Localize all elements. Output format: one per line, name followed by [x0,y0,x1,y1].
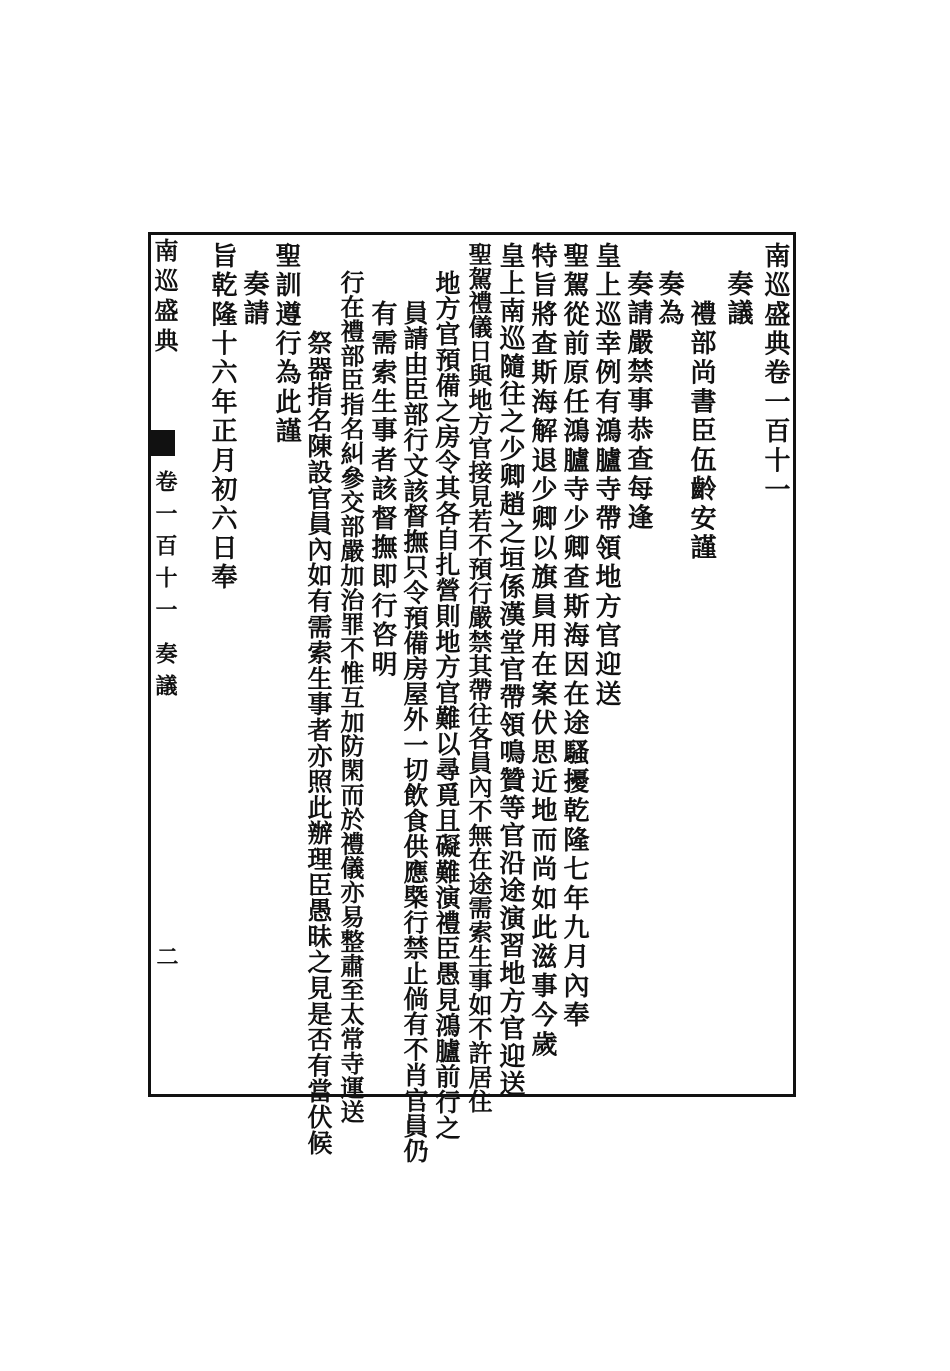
margin-volume [150,470,180,706]
page-frame-top [148,232,796,235]
text-column-16: 聖訓遵行為此謹 [271,242,301,447]
text-column-4: 奏為 [654,270,684,329]
text-column-18: 旨乾隆十六年正月初六日奉 [207,242,237,593]
text-column-15: 祭器指名陳設官員內如有需索生事者亦照此辦理臣愚昧之見是否有當伏候 [304,330,333,1156]
text-column-7: 聖駕從前原任鴻臚寺少卿查斯海因在途騷擾乾隆七年九月內奉 [559,242,589,1031]
text-column-17: 奏請 [239,270,269,329]
page-frame-right [793,232,796,1097]
text-column-3: 禮部尚書臣伍齡安謹 [686,300,716,563]
margin-section-text: 奏議 [152,642,178,706]
fish-tail-mark [151,430,175,456]
text-column-5: 奏請嚴禁事恭查每逢 [623,270,653,533]
text-column-12: 員請由臣部行文該督撫只令預備房屋外一切飲食供應槩行禁止倘有不肖官員仍 [400,300,429,1164]
text-column-13: 有需索生事者該督撫即行咨明 [367,300,397,680]
text-column-9: 皇上南巡隨往之少卿趙之垣係漢堂官帶領鳴贊等官沿途演習地方官迎送 [495,242,525,1098]
text-column-10: 聖駕禮儀日與地方官接見若不預行嚴禁其帶往各員內不無在途需索生事如不許居住 [464,242,493,1114]
text-column-2: 奏議 [723,270,753,329]
margin-volume-text: 卷一百十一 [152,470,178,630]
text-column-8: 特旨將查斯海解退少卿以旗員用在案伏思近地而尚如此滋事今歲 [527,242,557,1060]
text-column-1: 南巡盛典卷一百十一 [760,242,790,505]
text-column-11: 地方官預備之房令其各自扎營則地方官難以尋覓且礙難演禮臣愚見鴻臚前行之 [432,270,461,1141]
page-number: 二 [153,945,179,967]
text-column-14: 行在禮部臣指名糾參交部嚴加治罪不惟互加防閑而於禮儀亦易整肅至太常寺運送 [336,270,365,1124]
margin-book-title [150,238,179,358]
text-column-6: 皇上巡幸例有鴻臚寺帶領地方官迎送 [591,242,621,710]
margin-title-text: 南巡盛典 [150,238,179,358]
